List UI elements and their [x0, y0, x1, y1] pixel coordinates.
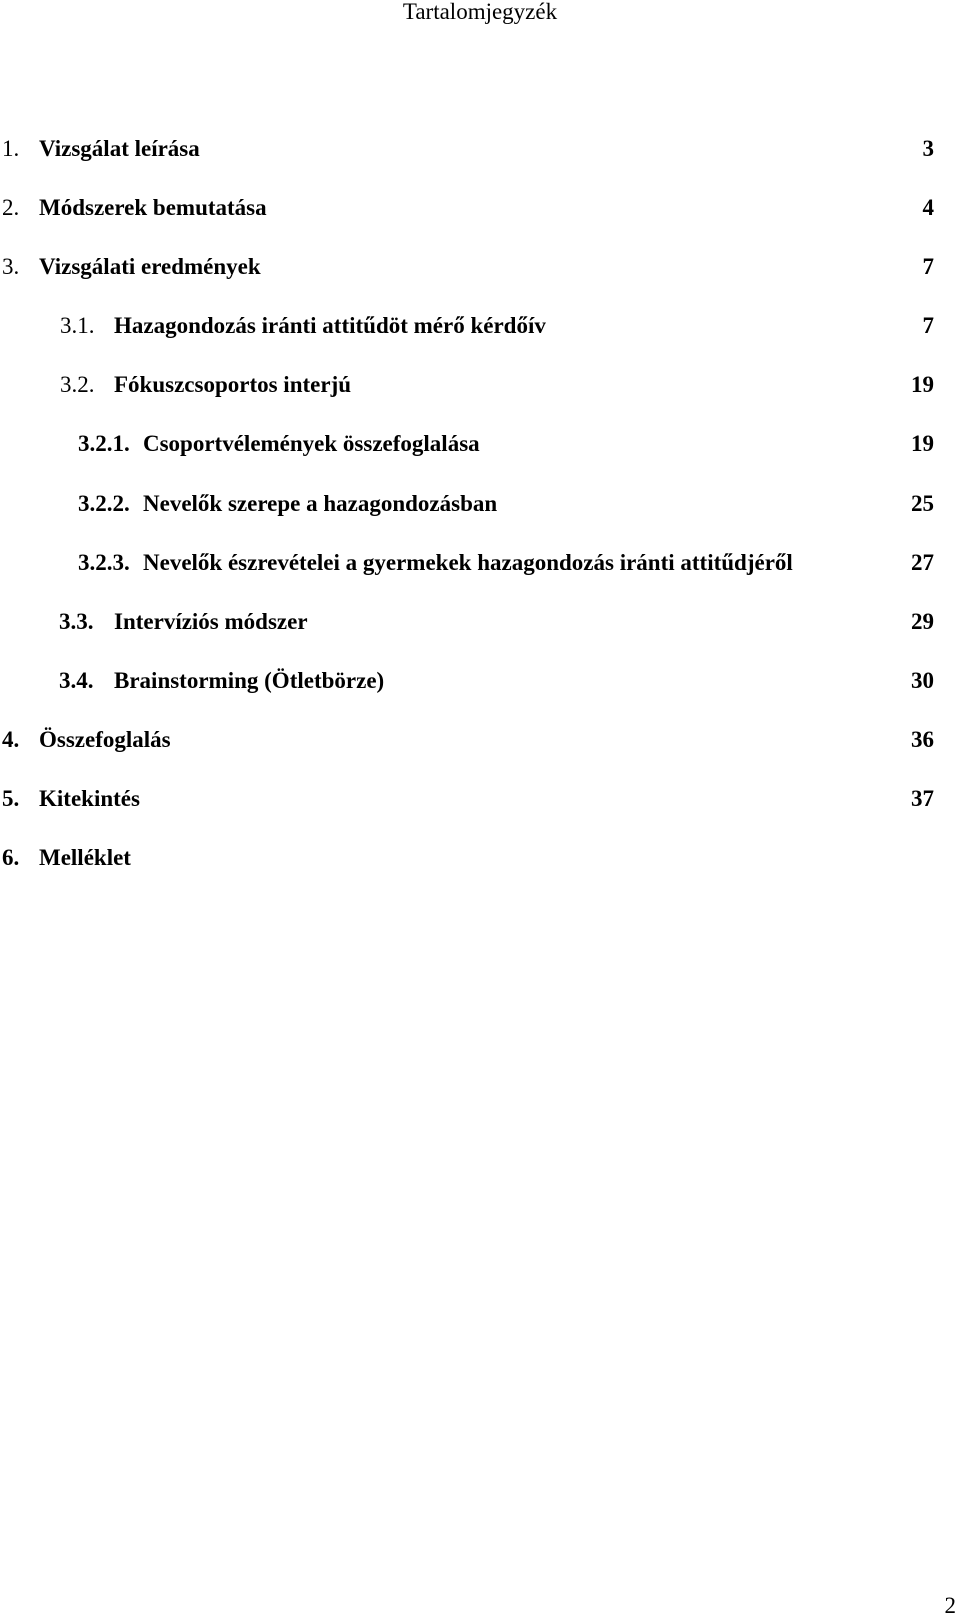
toc-number: 4.	[2, 727, 20, 752]
toc-entry[interactable]	[0, 607, 960, 637]
toc-page-number: 29	[911, 609, 934, 634]
toc-page-number: 27	[911, 550, 934, 575]
toc-number: 5.	[2, 786, 20, 811]
toc-label: Kitekintés	[39, 786, 140, 811]
toc-number: 3.4.	[59, 668, 94, 693]
toc-entry[interactable]	[0, 252, 960, 282]
toc-entry[interactable]	[0, 134, 960, 164]
toc-label: Melléklet	[39, 845, 131, 870]
toc-page-number: 19	[911, 431, 934, 456]
toc-entry[interactable]	[0, 666, 960, 696]
toc-label: Nevelők észrevételei a gyermekek hazagondozás iránti attitűdjéről	[143, 550, 793, 575]
toc-number: 6.	[2, 845, 20, 870]
toc-entry[interactable]	[0, 429, 960, 459]
page-number: 2	[944, 1593, 956, 1618]
toc-label: Módszerek bemutatása	[39, 195, 267, 220]
toc-page-number: 7	[922, 254, 934, 279]
toc-entry[interactable]	[0, 489, 960, 519]
toc-page-number: 37	[911, 786, 934, 811]
toc-label: Hazagondozás iránti attitűdöt mérő kérdőív	[114, 313, 546, 338]
toc-number: 1.	[2, 136, 20, 161]
toc-number: 3.2.	[60, 372, 95, 397]
document-title: Tartalomjegyzék	[402, 0, 558, 24]
toc-number: 2.	[2, 195, 20, 220]
toc-label: Brainstorming (Ötletbörze)	[114, 668, 385, 693]
toc-label: Nevelők szerepe a hazagondozásban	[143, 491, 498, 516]
toc-page-number: 3	[922, 136, 934, 161]
toc-page-number: 4	[922, 195, 934, 220]
toc-page-number: 30	[911, 668, 934, 693]
toc-number: 3.2.2.	[78, 491, 130, 516]
toc-number: 3.2.1.	[78, 431, 130, 456]
toc-entry[interactable]	[0, 784, 960, 814]
toc-number: 3.3.	[59, 609, 94, 634]
toc-page-number: 36	[911, 727, 934, 752]
toc-label: Vizsgálat leírása	[39, 136, 200, 161]
toc-number: 3.1.	[60, 313, 95, 338]
toc-page-number: 7	[922, 313, 934, 338]
toc-entry[interactable]	[0, 311, 960, 341]
toc-number: 3.2.3.	[78, 550, 130, 575]
toc-entry[interactable]	[0, 370, 960, 400]
toc-label: Vizsgálati eredmények	[39, 254, 261, 279]
toc-entry[interactable]	[0, 843, 960, 873]
toc-label: Intervíziós módszer	[114, 609, 308, 634]
toc-entry[interactable]	[0, 548, 960, 578]
toc-label: Csoportvélemények összefoglalása	[143, 431, 480, 456]
toc-label: Összefoglalás	[39, 727, 171, 752]
toc-page-number: 25	[911, 491, 934, 516]
toc-page-number: 19	[911, 372, 934, 397]
toc-entry[interactable]	[0, 193, 960, 223]
toc-label: Fókuszcsoportos interjú	[114, 372, 352, 397]
toc-entry[interactable]	[0, 725, 960, 755]
toc-number: 3.	[2, 254, 20, 279]
